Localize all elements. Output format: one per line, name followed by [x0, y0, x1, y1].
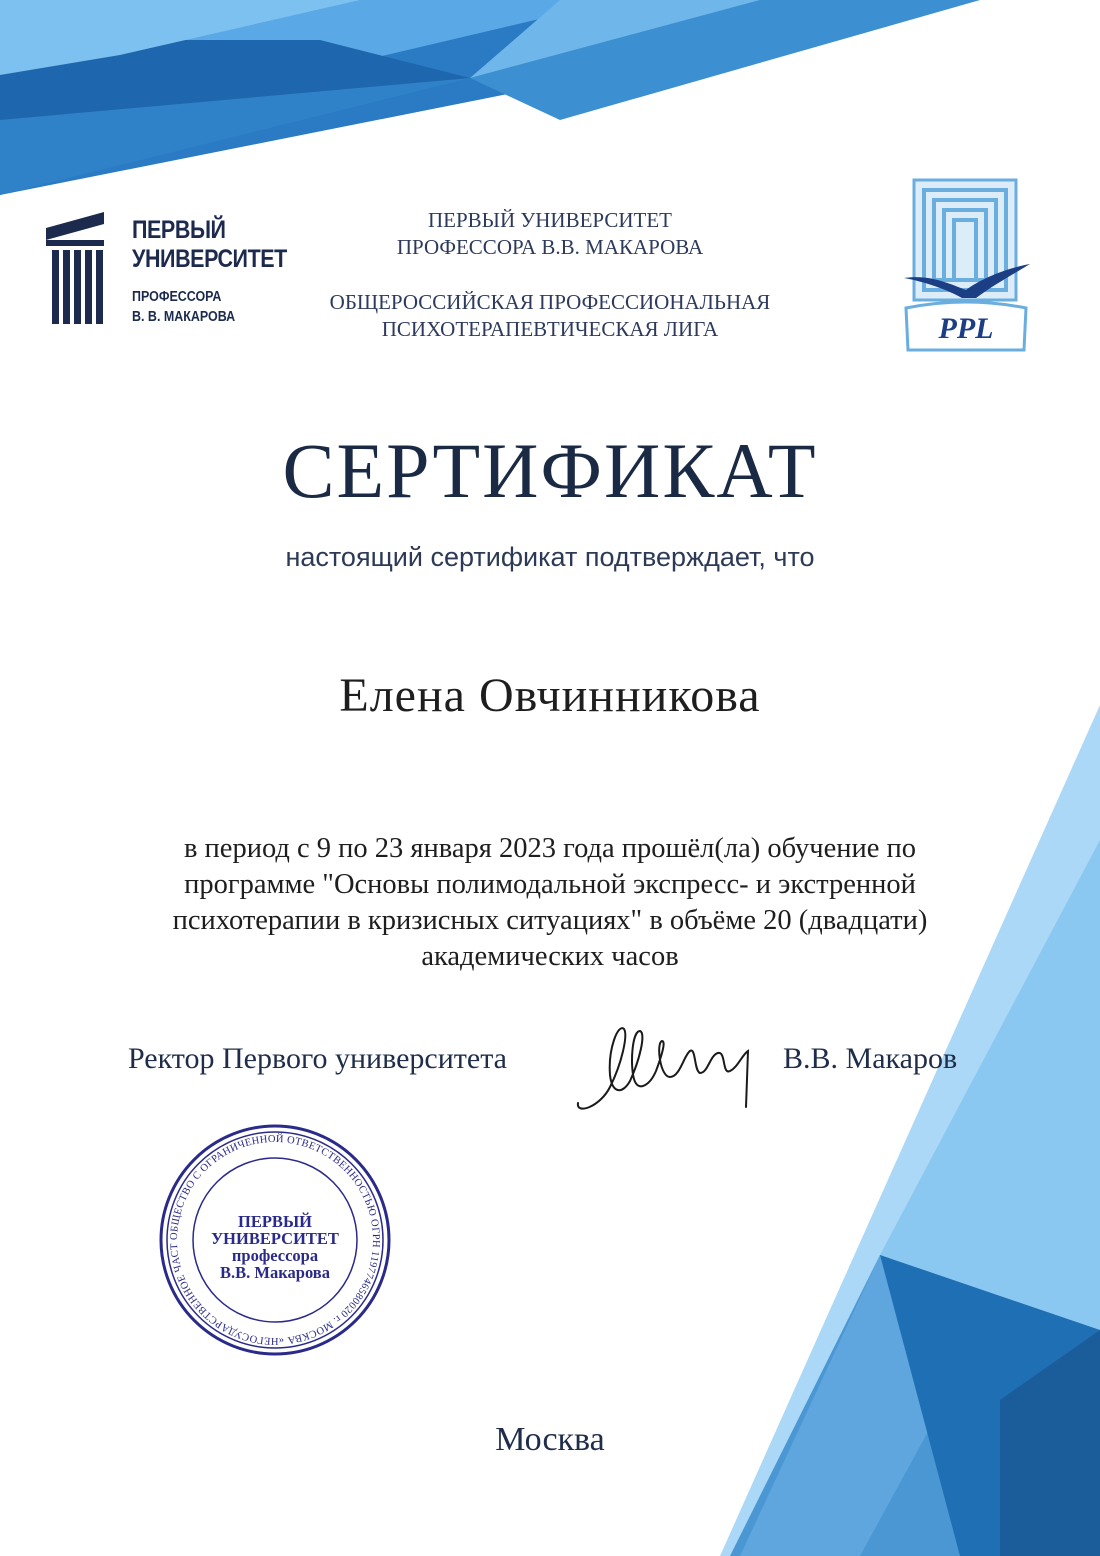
- city: Москва: [495, 1421, 605, 1458]
- certificate-subtitle: настоящий сертификат подтверждает, что: [285, 542, 815, 572]
- league-logo: [900, 178, 1032, 356]
- column-icon: [46, 210, 108, 326]
- certificate-body: [110, 831, 990, 975]
- university-name: ПЕРВЫЙ УНИВЕРСИТЕТ ПРОФЕССОРА В.В. МАКАРОВА: [396, 208, 704, 259]
- body-line: психотерапии в кризисных ситуациях" в объёме 20 (двадцати): [172, 905, 928, 936]
- body-line: программе "Основы полимодальной экспресс- и экстренной: [184, 869, 916, 900]
- league-name: ОБЩЕРОССИЙСКАЯ ПРОФЕССИОНАЛЬНАЯ ПСИХОТЕРАПЕВТИЧЕСКАЯ ЛИГА: [329, 290, 771, 341]
- logo-title: ПЕРВЫЙ УНИВЕРСИТЕТ: [132, 216, 287, 273]
- signatory-name: В.В. Макаров: [783, 1042, 958, 1075]
- recipient-name: Елена Овчинникова: [339, 669, 761, 722]
- university-logo: [46, 208, 286, 328]
- body-line: академических часов: [421, 941, 679, 972]
- body-line: в период с 9 по 23 января 2023 года прошёл(ла) обучение по: [183, 833, 917, 864]
- stamp-ring-text: ОБЩЕСТВО С ОГРАНИЧЕННОЙ ОТВЕТСТВЕННОСТЬЮ ОГРН 1197746580020 г. МОСКВА «НЕГОСУДАРСТВЕННОЕ ЧАСТ: [168, 1133, 382, 1347]
- league-logo-text: PPL: [938, 312, 994, 345]
- handwritten-signature: [570, 1015, 760, 1115]
- signatory-role: Ректор Первого университета: [128, 1042, 507, 1075]
- official-stamp: [155, 1120, 395, 1360]
- logo-subtitle: ПРОФЕССОРА В. В. МАКАРОВА: [132, 289, 236, 325]
- stamp-center-text: ПЕРВЫЙ УНИВЕРСИТЕТ профессора В.В. Макарова: [211, 1212, 339, 1282]
- certificate-title: СЕРТИФИКАТ: [282, 427, 818, 514]
